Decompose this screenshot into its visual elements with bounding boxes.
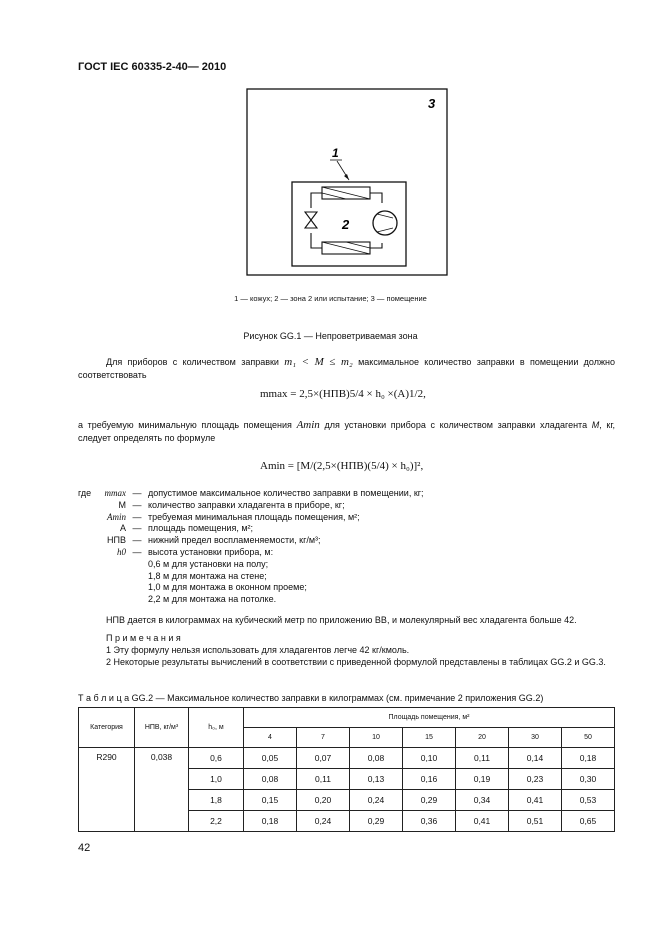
npv-note: НПВ дается в килограммах на кубический метр по приложению ВВ, и молекулярный вес хладагента больше 42.	[106, 615, 577, 625]
area-col: 30	[509, 728, 562, 748]
value-cell: 0,14	[509, 748, 562, 769]
value-cell: 0,10	[403, 748, 456, 769]
value-cell: 0,07	[297, 748, 350, 769]
value-cell: 0,29	[403, 790, 456, 811]
area-col: 50	[562, 728, 615, 748]
value-cell: 0,11	[456, 748, 509, 769]
document-header: ГОСТ IEC 60335-2-40— 2010	[78, 61, 227, 73]
area-col: 10	[350, 728, 403, 748]
figure-title: Рисунок GG.1 — Непроветриваемая зона	[243, 331, 418, 341]
header-area: Площадь помещения, м²	[244, 708, 615, 728]
value-cell: 0,30	[562, 769, 615, 790]
value-cell: 0,16	[403, 769, 456, 790]
height-option: 1,0 м для монтажа в оконном проеме;	[148, 582, 307, 593]
value-cell: 0,15	[244, 790, 297, 811]
category-cell: R290	[79, 748, 135, 832]
value-cell: 0,29	[350, 811, 403, 832]
value-cell: 0,18	[562, 748, 615, 769]
area-col: 7	[297, 728, 350, 748]
table-caption: Т а б л и ц а GG.2 — Максимальное количество заправки в килограммах (см. примечание 2 приложения GG.2)	[78, 693, 544, 703]
definition-row: Amin — требуемая минимальная площадь помещения, м²;	[107, 511, 360, 522]
notes-heading: П р и м е ч а н и я	[106, 633, 181, 643]
height-option: 0,6 м для установки на полу;	[148, 558, 269, 569]
value-cell: 0,24	[350, 790, 403, 811]
page-number: 42	[78, 842, 91, 854]
definitions-list	[78, 488, 424, 606]
h0-cell: 0,6	[189, 748, 244, 769]
value-cell: 0,05	[244, 748, 297, 769]
definition-row: M — количество заправки хладагента в приборе, кг;	[118, 499, 345, 510]
value-cell: 0,34	[456, 790, 509, 811]
header-category: Категория	[79, 708, 135, 748]
value-cell: 0,18	[244, 811, 297, 832]
value-cell: 0,08	[244, 769, 297, 790]
h0-cell: 1,0	[189, 769, 244, 790]
value-cell: 0,24	[297, 811, 350, 832]
expansion-valve-icon	[305, 212, 317, 228]
note-1: 1 Эту формулу нельзя использовать для хладагентов легче 42 кг/кмоль.	[106, 645, 410, 655]
casing-number-label: 1	[332, 146, 339, 160]
value-cell: 0,20	[297, 790, 350, 811]
definition-row: НПВ — нижний предел воспламеняемости, кг/м³;	[107, 535, 321, 546]
value-cell: 0,36	[403, 811, 456, 832]
formula-amin: Amin = [M/(2,5×(НПВ)(5/4) × h₀)]²,	[260, 460, 424, 472]
value-cell: 0,53	[562, 790, 615, 811]
value-cell: 0,51	[509, 811, 562, 832]
compressor-icon	[373, 211, 397, 235]
definition-row: h0 — высота установки прибора, м:	[117, 546, 274, 557]
figure-unventilated-zone	[246, 88, 448, 276]
definition-row: где mmax — допустимое максимальное количество заправки в помещении, кг;	[78, 488, 424, 498]
value-cell: 0,08	[350, 748, 403, 769]
paragraph-charge-condition: Для приборов с количеством заправки m₁ < M ≤ m₂ максимальное количество заправки в помещении должно соответствовать	[78, 356, 615, 380]
paragraph-min-area: а требуемую минимальную площадь помещения Amin для установки прибора с количеством заправки хладагента M, кг, следует определять по формуле	[78, 419, 616, 443]
value-cell: 0,19	[456, 769, 509, 790]
h0-cell: 2,2	[189, 811, 244, 832]
value-cell: 0,65	[562, 811, 615, 832]
h0-cell: 1,8	[189, 790, 244, 811]
header-npv: НПВ, кг/м³	[135, 708, 189, 748]
area-col: 15	[403, 728, 456, 748]
value-cell: 0,41	[509, 790, 562, 811]
table-row	[79, 748, 615, 769]
height-option: 1,8 м для монтажа на стене;	[148, 570, 267, 581]
value-cell: 0,13	[350, 769, 403, 790]
value-cell: 0,11	[297, 769, 350, 790]
area-col: 20	[456, 728, 509, 748]
height-option: 2,2 м для монтажа на потолке.	[148, 594, 277, 605]
npv-cell: 0,038	[135, 748, 189, 832]
area-col: 4	[244, 728, 297, 748]
zone-number-label: 2	[342, 217, 350, 232]
formula-mmax: mmax = 2,5×(НПВ)5/4 × h₀ ×(A)1/2,	[260, 388, 426, 400]
header-h0: h₀, м	[189, 708, 244, 748]
max-charge-table	[78, 707, 615, 832]
definition-row: A — площадь помещения, м²;	[119, 523, 254, 534]
value-cell: 0,23	[509, 769, 562, 790]
figure-legend: 1 — кожух; 2 — зона 2 или испытание; 3 — помещение	[234, 294, 427, 303]
value-cell: 0,41	[456, 811, 509, 832]
room-number-label: 3	[428, 96, 436, 111]
note-2: 2 Некоторые результаты вычислений в соответствии с приведенной формулой представлены в таблицах GG.2 и GG.3.	[106, 657, 606, 667]
